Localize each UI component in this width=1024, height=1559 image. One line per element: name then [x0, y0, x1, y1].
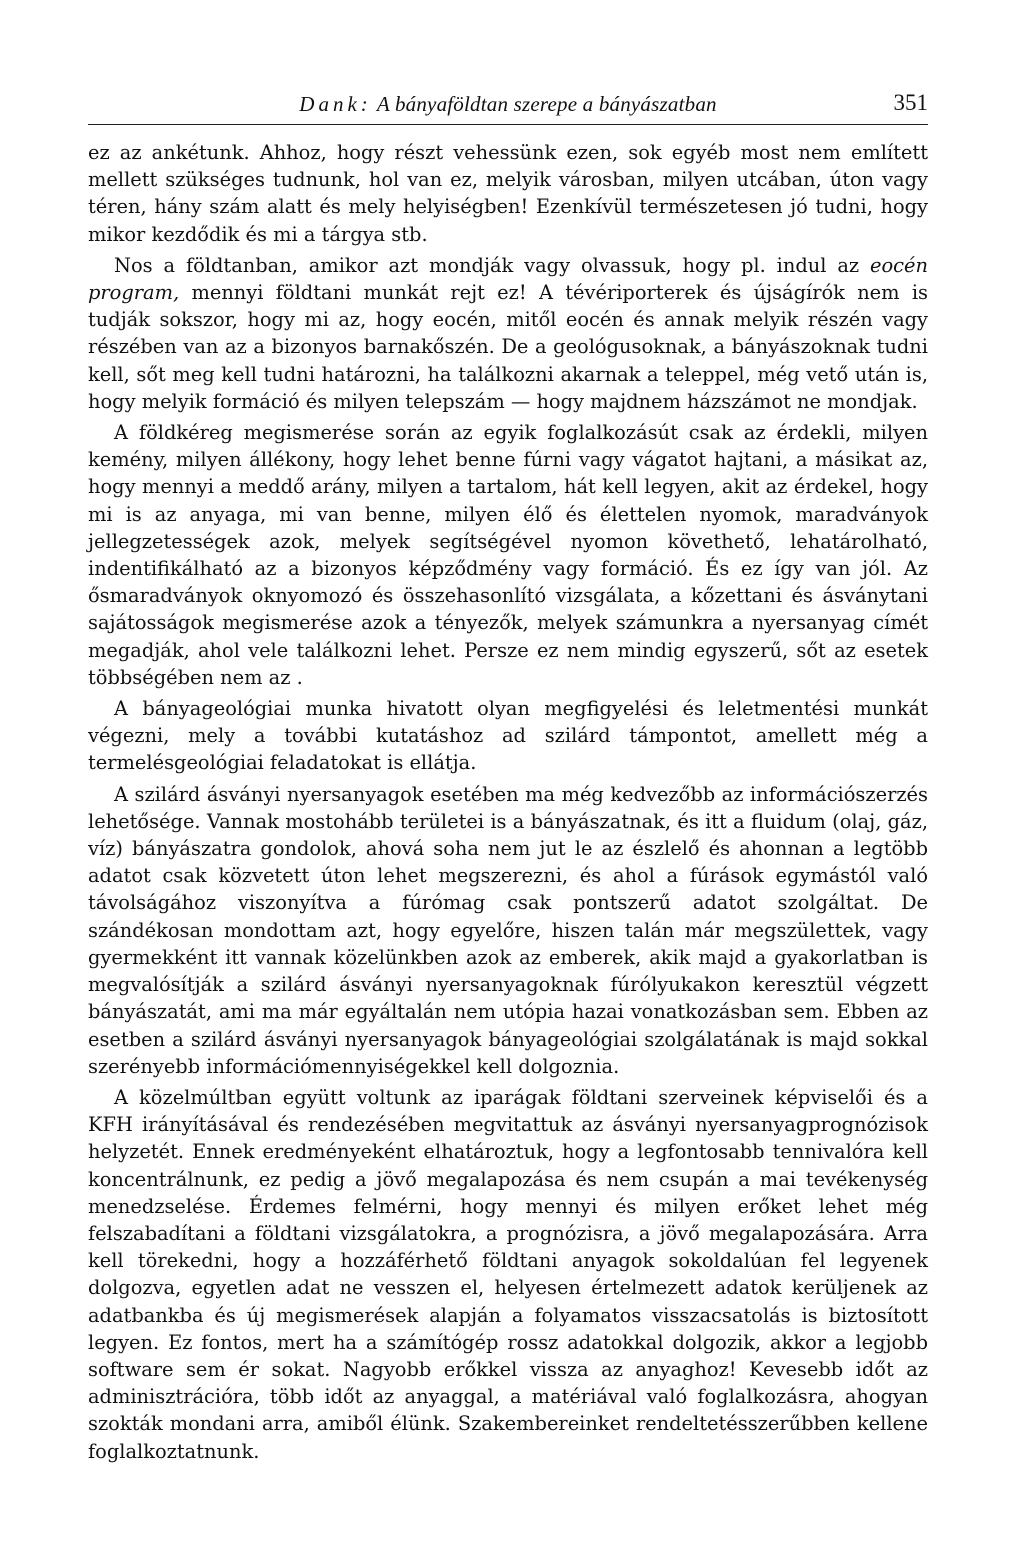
paragraph-2-italic: eocén program,: [88, 253, 928, 305]
paragraph-6: A közelmúltban együtt voltunk az iparágak földtani szerveinek képviselői és a KFH irányításával és rendezésében megvitattuk az ásványi nyersanyagprognózisok helyzetét. Ennek eredményeként elhatároztuk, hogy a legfontosabb tennivalóra kell koncentrálnunk, ez pedig a jövő megalapozása és nem csupán a mai tevékenység menedzselése. Érdemes felmérni, hogy mennyi és milyen erőket lehet még felszabadítani a földtani vizsgálatokra, a prognózisra, a jövő megalapozására. Arra kell törekedni, hogy a hozzáférhető földtani anyagok sokoldalúan fel legyenek dolgozva, egyetlen adat ne vesszen el, helyesen értelmezett adatok kerüljenek az adatbankba és új megismerések alapján a folyamatos visszacsatolás is biztosított legyen. Ez fontos, mert ha a számítógép rossz adatokkal dolgozik, akkor a legjobb software sem ér sokat. Nagyobb erőkkel vissza az anyaghoz! Kevesebb időt az adminisztrációra, több időt az anyaggal, a matériával való foglalkozásra, ahogyan szokták mondani arra, amiből élünk. Szakembereinket rendeltetésszerűbben kellene foglalkoztatnunk.: [88, 1085, 928, 1463]
paragraph-3: A földkéreg megismerése során az egyik foglalkozásút csak az érdekli, milyen kemény, milyen állékony, hogy lehet benne fúrni vagy vágatot hajtani, a másikat az, hogy mennyi a meddő arány, milyen a tartalom, hát kell legyen, akit az érdekel, hogy mi is az anyaga, mi van benne, milyen élő és élettelen nyomok, maradványok jellegzetességek azok, melyek segítségével nyomon követhető, lehatárolható, indentifikálható az a bizonyos képződmény vagy formáció. És ez így van jól. Az ősmaradványok oknyomozó és összehasonlító vizsgálata, a kőzettani és ásványtani sajátosságok megismerése azok a tényezők, melyek számunkra a nyersanyag címét megadják, ahol vele találkozni lehet. Persze ez nem mindig egyszerű, sőt az esetek többségében nem az .: [88, 421, 928, 689]
header-author: Dank:: [299, 92, 372, 116]
header-article-title: A bányaföldtan szerepe a bányászatban: [376, 92, 717, 116]
paragraph-2-start: Nos a földtanban, amikor azt mondják vagy olvassuk, hogy pl. indul az: [114, 253, 871, 277]
paragraph-2-end: mennyi földtani munkát rejt ez! A tévériporterek és újságírók nem is tudják sokszor, hogy mi az, hogy eocén, mitől eocén és annak melyik részén vagy részében van az a bizonyos barnakőszén. De a geológusoknak, a bányászoknak tudni kell, sőt meg kell tudni határozni, ha találkozni akarnak a teleppel, még vető után is, hogy melyik formáció és milyen telepszám — hogy majdnem házszámot ne mondjak.: [88, 281, 928, 413]
paragraph-1: ez az ankétunk. Ahhoz, hogy részt vehessünk ezen, sok egyéb most nem említett mellett szükséges tudnunk, hol van ez, melyik városban, milyen utcában, úton vagy téren, hány szám alatt és mely helyiségben! Ezenkívül természetesen jó tudni, hogy mikor kezdődik és mi a tárgya stb.: [88, 141, 928, 246]
header-title: [88, 92, 928, 117]
paragraph-4: A bányageológiai munka hivatott olyan megfigyelési és leletmentési munkát végezni, mely a további kutatáshoz ad szilárd támpontot, amellett még a termelésgeológiai feladatokat is ellátja.: [88, 697, 928, 775]
document-page: [88, 88, 928, 1465]
paragraph-5: A szilárd ásványi nyersanyagok esetében ma még kedvezőbb az információszerzés lehetősége. Vannak mostohább területei is a bányászatnak, és itt a fluidum (olaj, gáz, víz) bányászatra gondolok, ahová soha nem jut le az észlelő és ahonnan a legtöbb adatot csak közvetett úton lehet megszerezni, és ahol a fúrások egymástól való távolságához viszonyítva a fúrómag csak pontszerű adatot szolgáltat. De szándékosan mondottam azt, hogy egyelőre, hiszen talán már megszülettek, vagy gyermekként itt vannak közelünkben azok az emberek, akik majd a gyakorlatban is megvalósítják a szilárd ásványi nyersanyagoknak fúrólyukakon keresztül végzett bányászatát, ami ma már egyáltalán nem utópia hazai vonatkozásban sem. Ebben az esetben a szilárd ásványi nyersanyagok bányageológiai szolgálatának is majd sokkal szerényebb információmennyiségekkel kell dolgoznia.: [88, 782, 928, 1078]
paragraph-2: [88, 252, 928, 415]
running-header: [88, 88, 928, 125]
body-text: [88, 139, 928, 1465]
page-number: 351: [893, 90, 928, 115]
